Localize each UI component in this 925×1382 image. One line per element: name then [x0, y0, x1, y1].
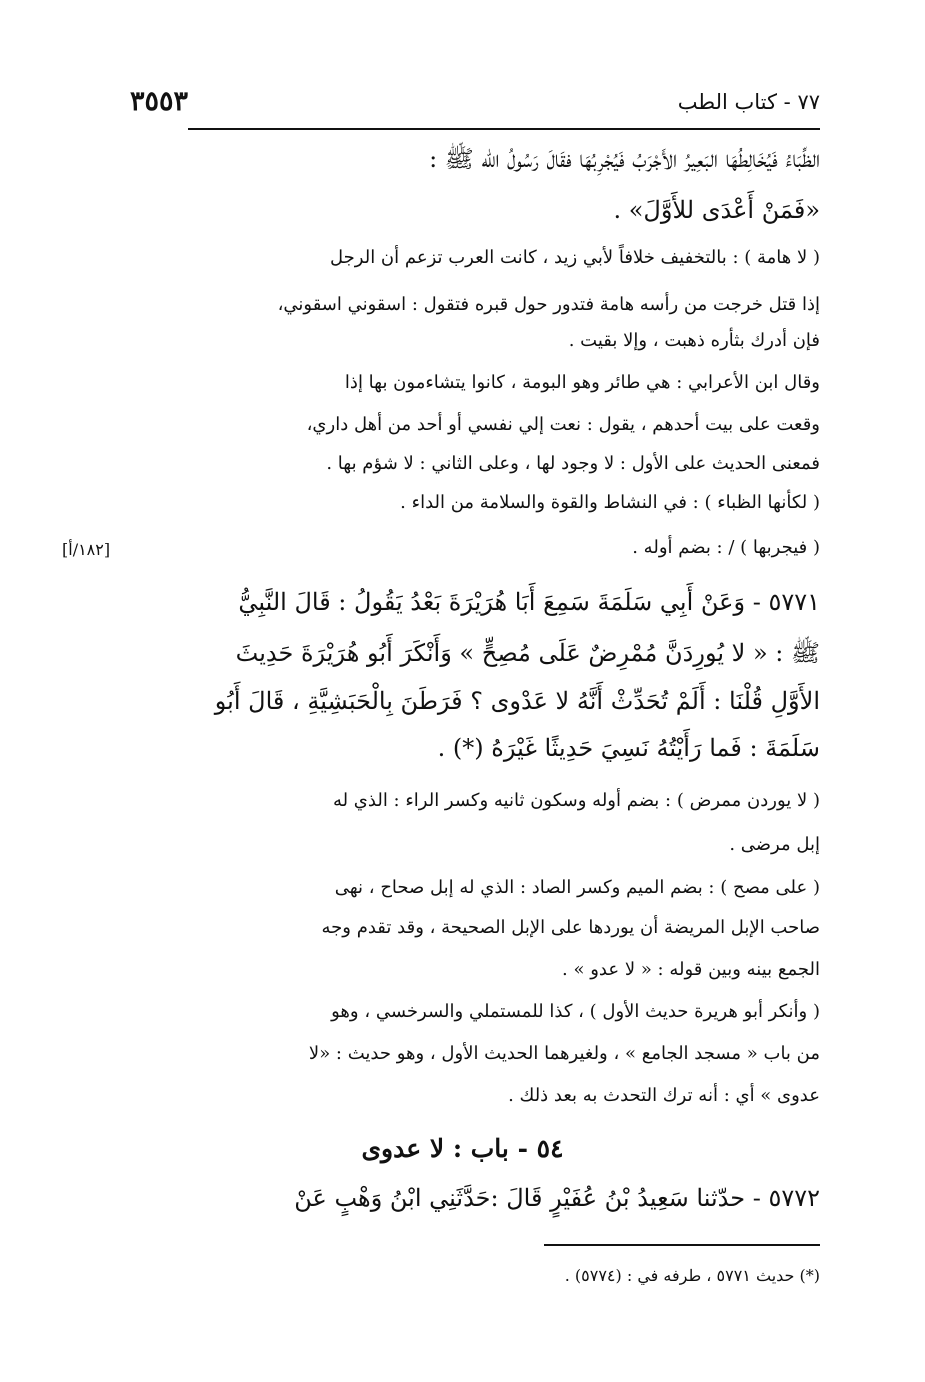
- margin-reference: [١٨٢/أ]: [62, 540, 111, 559]
- text-line: «فَمَنْ أَعْدَى للأَوَّلَ» .: [613, 196, 820, 224]
- text-line: الظِّبَاءُ فَيُخَالِطُهَا البَعِيرُ الأَجْرَبُ فَيُجْرِبُهَا فقَالَ رَسُولُ الله ﷺ :: [429, 145, 820, 173]
- text-line: إذا قتل خرجت من رأسه هامة فتدور حول قبره فتقول : اسقوني اسقوني،: [277, 294, 820, 315]
- text-line: ( لا يوردن ممرض ) : بضم أوله وسكون ثانيه وكسر الراء : الذي له: [332, 790, 820, 811]
- text-line: عدوى » أي : أنه ترك التحدث به بعد ذلك .: [508, 1085, 820, 1106]
- text-line: ( فيجربها ) / : بضم أوله .: [632, 537, 820, 558]
- page-number: ٣٥٥٣: [130, 86, 189, 117]
- text-line: إبل مرضى .: [729, 834, 820, 855]
- text-line: من باب « مسجد الجامع » ، ولغيرهما الحديث الأول ، وهو حديث : «لا: [308, 1043, 820, 1064]
- chapter-title: ٧٧ - كتاب الطب: [677, 90, 820, 114]
- hadith-line: ٥٧٧١ - وَعَنْ أَبِي سَلَمَةَ سَمِعَ أَبَا هُرَيْرَةَ بَعْدُ يَقُولُ : قَالَ النَّبِيُّ: [238, 588, 820, 616]
- text-line: ( على مصح ) : بضم الميم وكسر الصاد : الذي له إبل صحاح ، نهى: [334, 877, 820, 898]
- text-line: صاحب الإبل المريضة أن يوردها على الإبل الصحيحة ، وقد تقدم وجه: [321, 917, 820, 938]
- hadith-line: سَلَمَةَ : فَما رَأَيْتُهُ نَسِيَ حَدِيثًا غَيْرَهُ (*) .: [437, 734, 820, 762]
- text-line: وقعت على بيت أحدهم ، يقول : نعت إلي نفسي أو أحد من أهل داري،: [306, 414, 820, 435]
- text-line: ( لكأنها الظباء ) : في النشاط والقوة والسلامة من الداء .: [400, 492, 820, 513]
- hadith-line: الأَوَّلِ قُلْنَا : أَلَمْ تُحَدِّثْ أَنَّهُ لا عَدْوى ؟ فَرَطَنَ بِالْحَبَشِيَّةِ ، قَالَ أَبُو: [214, 687, 820, 715]
- text-line: ( وأنكر أبو هريرة حديث الأول ) ، كذا للمستملي والسرخسي ، وهو: [331, 1001, 820, 1022]
- text-line: ( لا هامة ) : بالتخفيف خلافاً لأبي زيد ، كانت العرب تزعم أن الرجل: [330, 247, 820, 268]
- section-heading: ٥٤ - باب : لا عدوى: [361, 1134, 564, 1163]
- hadith-line: ﷺ : « لا يُورِدَنَّ مُمْرِضٌ عَلَى مُصِحٍّ » وَأَنْكَرَ أَبُو هُرَيْرَةَ حَدِيثَ: [235, 639, 820, 667]
- footnote-rule: [544, 1244, 820, 1246]
- page-header: [130, 86, 820, 126]
- hadith-line: ٥٧٧٢ - حدّثنا سَعِيدُ بْنُ عُفَيْرٍ قَالَ :حَدَّثَنِي ابْنُ وَهْبٍ عَنْ: [294, 1184, 820, 1212]
- footnote: (*) حديث ٥٧٧١ ، طرفه في : (٥٧٧٤) .: [564, 1266, 820, 1285]
- header-rule: [188, 128, 820, 130]
- text-line: وقال ابن الأعرابي : هي طائر وهو البومة ، كانوا يتشاءمون بها إذا: [344, 372, 820, 393]
- text-line: فمعنى الحديث على الأول : لا وجود لها ، وعلى الثاني : لا شؤم بها .: [326, 453, 820, 474]
- text-line: فإن أدرك بثأره ذهبت ، وإلا بقيت .: [568, 330, 820, 351]
- text-line: الجمع بينه وبين قوله : « لا عدو » .: [562, 959, 820, 980]
